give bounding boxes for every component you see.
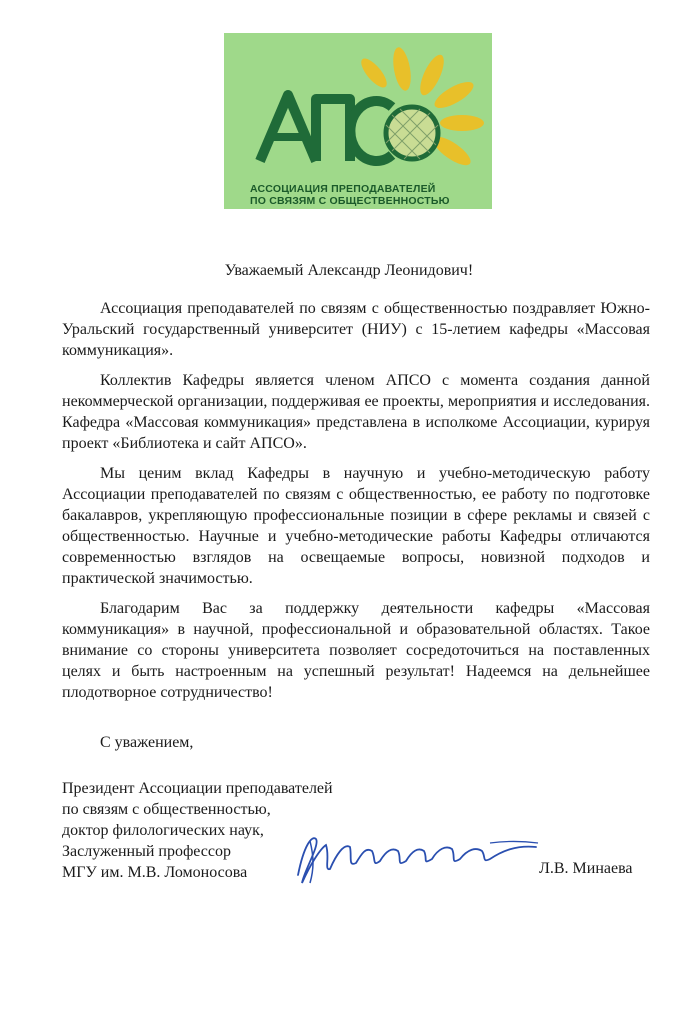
logo-caption-line2: ПО СВЯЗЯМ С ОБЩЕСТВЕННОСТЬЮ [250,195,450,207]
paragraph-3: Мы ценим вклад Кафедры в научную и учебно-методическую работу Ассоциации преподавателей по связям с общественностью, ее работу по подготовке бакалавров, укрепляющую профессиональные позиции в сфере рекламы и связей с общественностью. Научные и учебно-методические работы Кафедры отличаются современностью взглядов на освещаемые вопросы, новизной подходов и практической значимостью. [62,465,650,587]
signer-title-line-3: доктор филологических наук, [62,822,264,839]
signer-title-line-1: Президент Ассоциации преподавателей [62,780,333,797]
signer-title-line-4: Заслуженный профессор [62,843,232,860]
apso-logo [224,33,492,209]
logo-caption-line1: АССОЦИАЦИЯ ПРЕПОДАВАТЕЛЕЙ [250,183,436,195]
paragraph-2: Коллектив Кафедры является членом АПСО с момента создания данной некоммерческой организации, поддерживая ее проекты, мероприятия и исследования. Кафедра «Массовая коммуникация» представлена в исполкоме Ассоциации, курируя проект «Библиотека и сайт АПСО». [62,372,650,452]
signer-title-line-2: по связям с общественностью, [62,801,271,818]
signer-name: Л.В. Минаева [539,860,633,877]
paragraph-1: Ассоциация преподавателей по связям с общественностью поздравляет Южно-Уральский государственный университет (НИУ) с 15-летием кафедры «Массовая коммуникация». [62,300,650,359]
paragraph-4: Благодарим Вас за поддержку деятельности кафедры «Массовая коммуникация» в научной, профессиональной и образовательной областях. Такое внимание со стороны университета позволяет сосредоточиться на поставленных целях и быть настроенным на успешный результат! Надеемся на дельнейшее плодотворное сотрудничество! [62,600,650,701]
salutation: Уважаемый Александр Леонидович! [224,262,474,279]
closing: С уважением, [100,734,194,751]
signer-title-line-5: МГУ им. М.В. Ломоносова [62,864,248,881]
handwritten-signature [290,805,540,895]
apso-letters [260,95,392,161]
